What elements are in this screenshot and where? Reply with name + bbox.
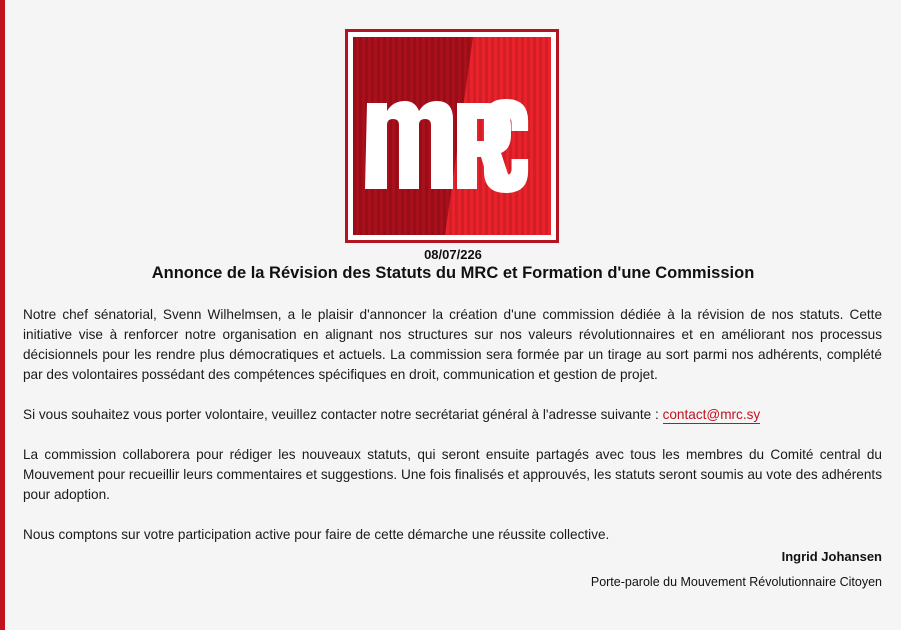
announcement-date: 08/07/226	[424, 247, 482, 262]
mrc-logo	[345, 29, 559, 243]
paragraph-closing: Nous comptons sur votre participation active pour faire de cette démarche une réussite collective.	[23, 527, 610, 542]
mrc-logo-graphic	[353, 37, 551, 235]
paragraph-process: La commission collaborera pour rédiger les nouveaux statuts, qui seront ensuite partagés avec tous les membres du Comité central du Mouvement pour recueillir leurs commentaires et suggestions. Une fois finalisés et approuvés, les statuts seront soumis au vote des adhérents pour adoption.	[23, 447, 882, 502]
paragraph-intro: Notre chef sénatorial, Svenn Wilhelmsen, a le plaisir d'annoncer la création d'une commission dédiée à la révision de nos statuts. Cette initiative vise à renforcer notre organisation en alignant nos structures sur nos valeurs révolutionnaires et en améliorant nos processus décisionnels pour les rendre plus démocratiques et actuels. La commission sera formée par un tirage au sort parmi nos adhérents, complété par des volontaires possédant des compétences spécifiques en droit, communication et gestion de projet.	[23, 307, 882, 382]
paragraph-volunteer-text: Si vous souhaitez vous porter volontaire, veuillez contacter notre secrétariat général à l'adresse suivante :	[23, 407, 663, 422]
signature-role: Porte-parole du Mouvement Révolutionnaire Citoyen	[590, 575, 882, 589]
left-accent-bar	[0, 0, 5, 630]
contact-email-link[interactable]: contact@mrc.sy	[662, 407, 761, 422]
page-title: Annonce de la Révision des Statuts du MRC et Formation d'une Commission	[151, 264, 755, 282]
paragraph-volunteer	[23, 405, 882, 425]
signature-name: Ingrid Johansen	[781, 549, 882, 564]
announcement-body	[23, 305, 882, 565]
